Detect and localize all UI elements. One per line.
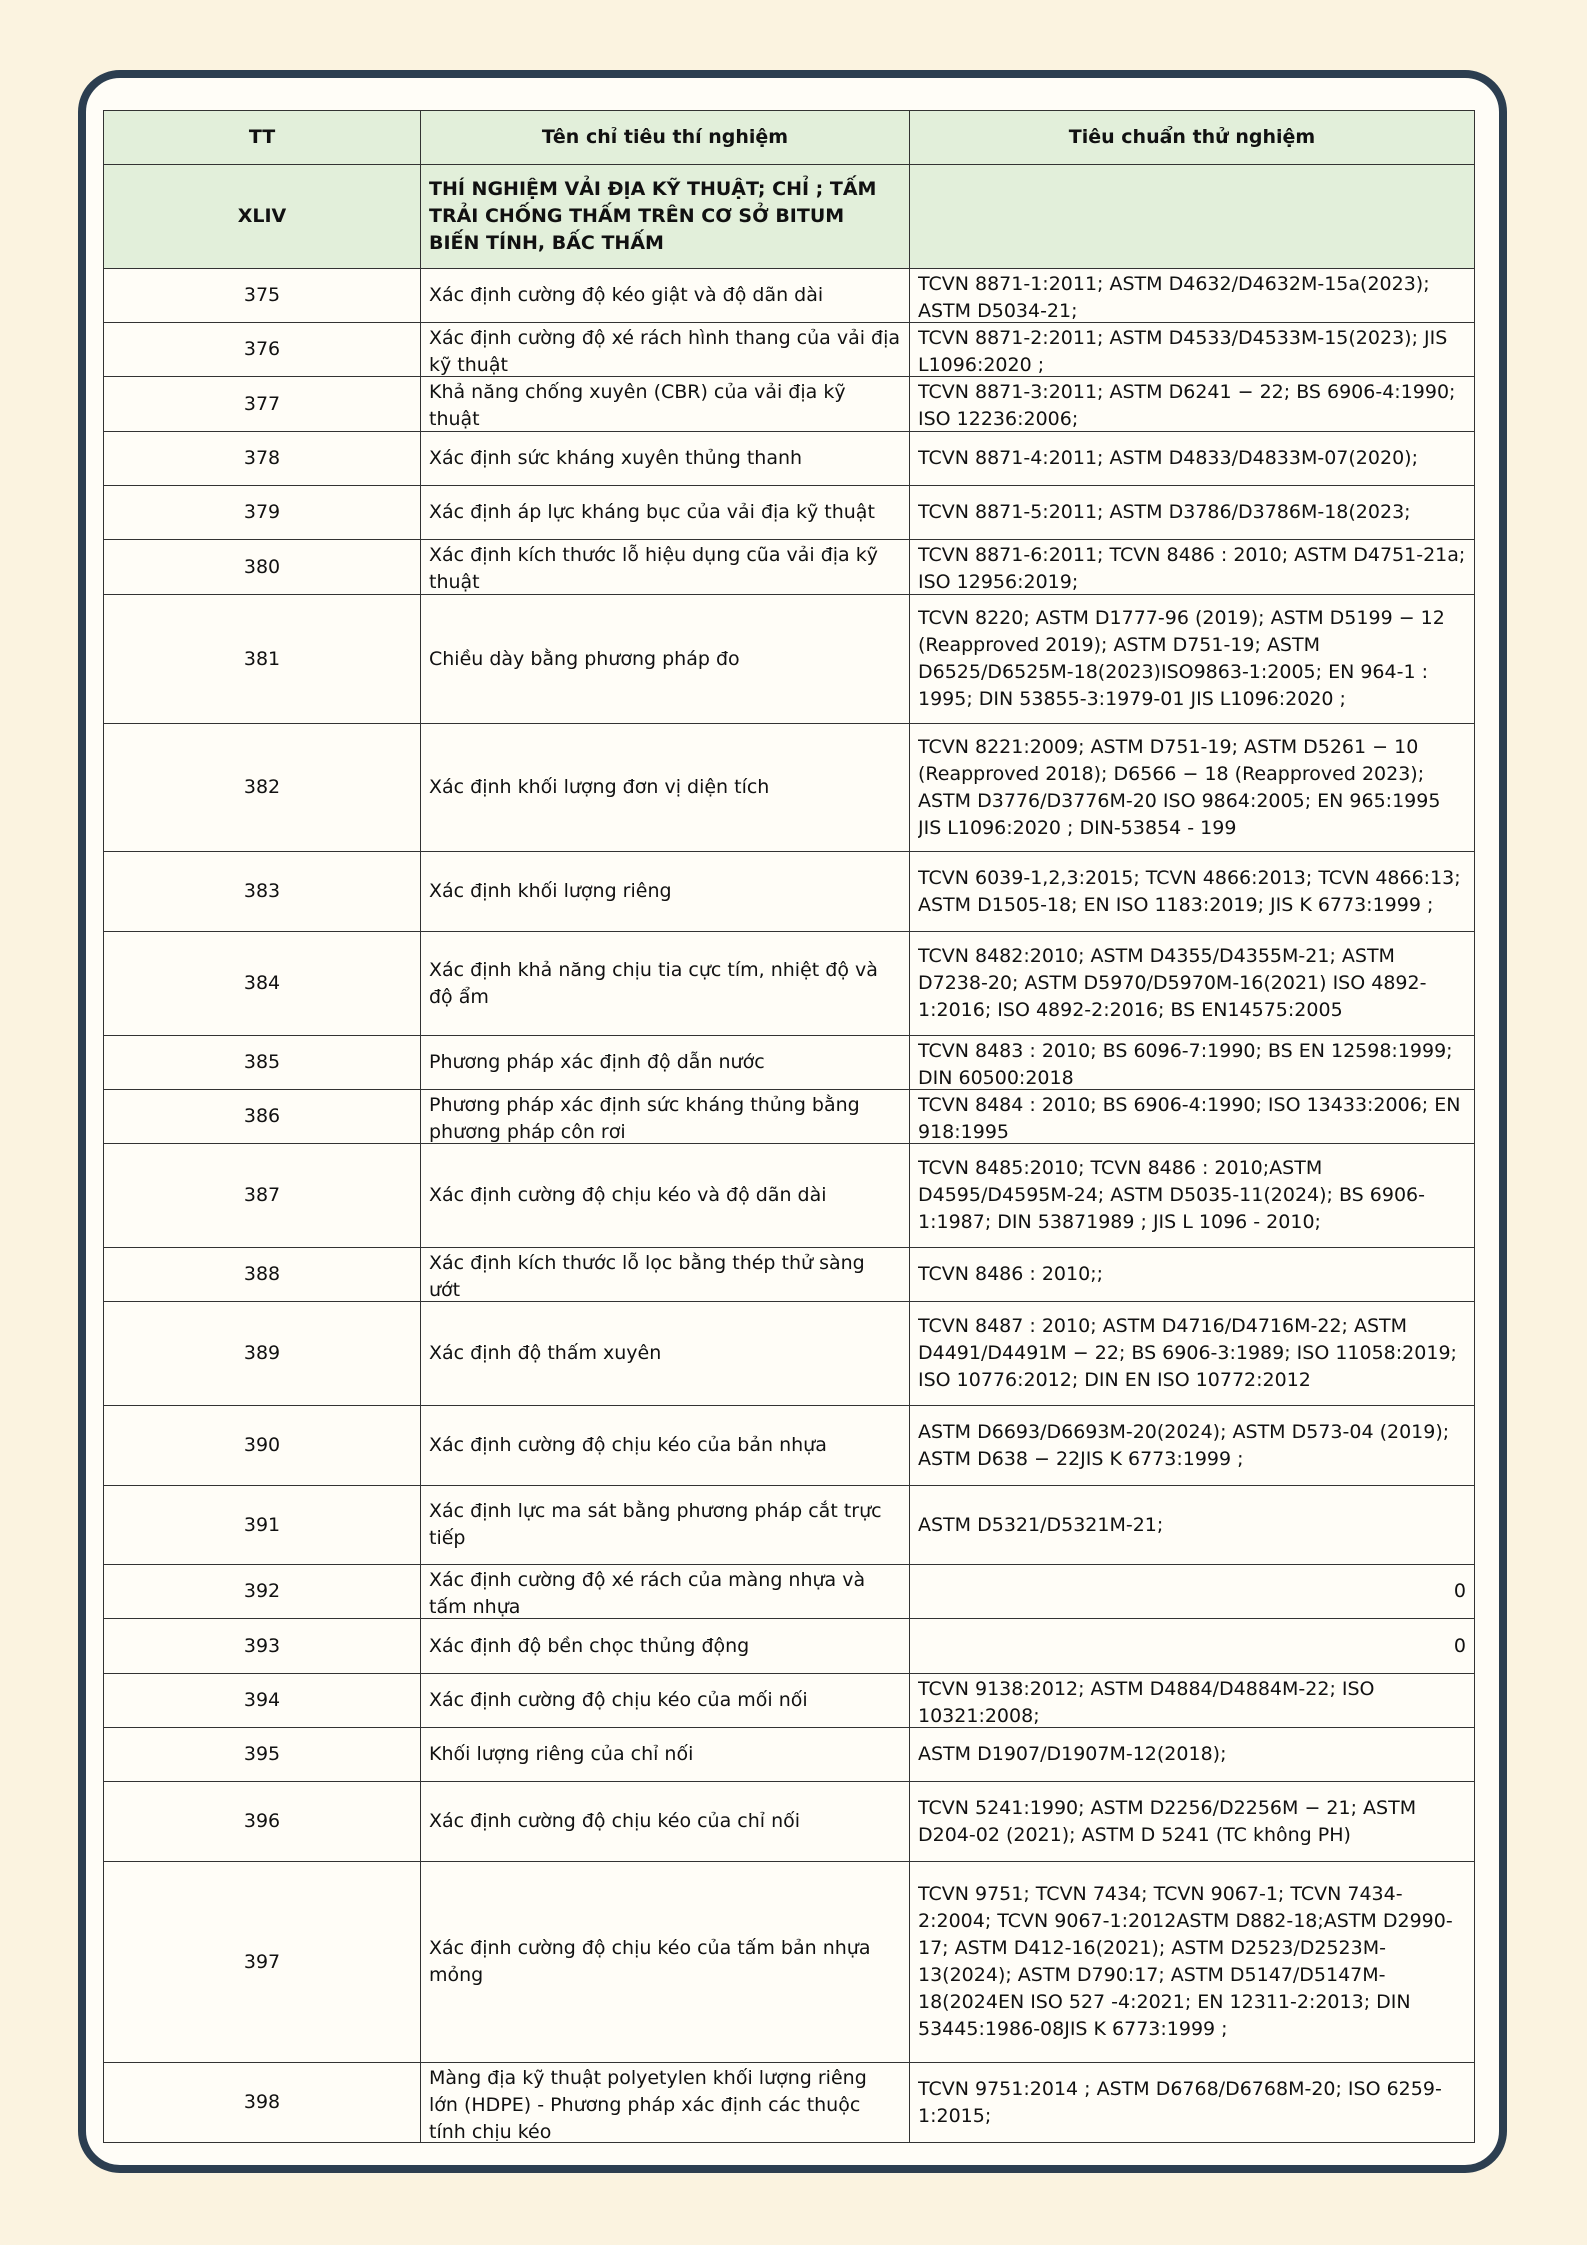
- row-test-standard: ASTM D1907/D1907M-12(2018);: [910, 1728, 1475, 1782]
- row-test-standard: TCVN 8871-3:2011; ASTM D6241 − 22; BS 6906-4:1990; ISO 12236:2006;: [910, 377, 1475, 432]
- table-row: [104, 1090, 1475, 1144]
- header-tt: TT: [104, 111, 421, 165]
- row-test-standard: TCVN 8484 : 2010; BS 6906-4:1990; ISO 13433:2006; EN 918:1995: [910, 1090, 1475, 1144]
- row-tt: 389: [104, 1302, 421, 1406]
- row-tt: 377: [104, 377, 421, 432]
- row-tt: 386: [104, 1090, 421, 1144]
- row-tt: 387: [104, 1144, 421, 1248]
- row-tt: 384: [104, 932, 421, 1036]
- table-row: [104, 932, 1475, 1036]
- row-test-standard: TCVN 8871-5:2011; ASTM D3786/D3786M-18(2023;: [910, 486, 1475, 540]
- table-row: [104, 1674, 1475, 1728]
- row-test-standard: ASTM D6693/D6693M-20(2024); ASTM D573-04 (2019); ASTM D638 − 22JIS K 6773:1999 ;: [910, 1406, 1475, 1486]
- row-test-name: Xác định cường độ chịu kéo của bản nhựa: [421, 1406, 910, 1486]
- row-test-standard: TCVN 8871-6:2011; TCVN 8486 : 2010; ASTM D4751-21a; ISO 12956:2019;: [910, 540, 1475, 595]
- table-row: [104, 1302, 1475, 1406]
- row-test-standard: TCVN 5241:1990; ASTM D2256/D2256M − 21; ASTM D204-02 (2021); ASTM D 5241 (TC không PH): [910, 1782, 1475, 1862]
- row-test-name: Xác định cường độ kéo giật và độ dãn dài: [421, 269, 910, 323]
- row-test-name: Xác định kích thước lỗ hiệu dụng cũa vải địa kỹ thuật: [421, 540, 910, 595]
- row-tt: 393: [104, 1619, 421, 1674]
- row-test-standard: TCVN 8483 : 2010; BS 6096-7:1990; BS EN 12598:1999; DIN 60500:2018: [910, 1036, 1475, 1090]
- row-test-name: Xác định sức kháng xuyên thủng thanh: [421, 432, 910, 486]
- test-standards-table: [103, 110, 1475, 2143]
- table-row: [104, 1486, 1475, 1565]
- table-row: [104, 2063, 1475, 2143]
- row-test-standard: TCVN 9751:2014 ; ASTM D6768/D6768M-20; ISO 6259-1:2015;: [910, 2063, 1475, 2143]
- row-test-name: Xác định kích thước lỗ lọc bằng thép thử sàng ướt: [421, 1248, 910, 1302]
- table-row: [104, 1406, 1475, 1486]
- row-test-standard: TCVN 8482:2010; ASTM D4355/D4355M-21; ASTM D7238-20; ASTM D5970/D5970M-16(2021) ISO 4892-1:2016; ISO 4892-2:2016; BS EN14575:2005: [910, 932, 1475, 1036]
- row-test-standard: ASTM D5321/D5321M-21;: [910, 1486, 1475, 1565]
- table-row: [104, 1248, 1475, 1302]
- row-test-name: Chiều dày bằng phương pháp đo: [421, 595, 910, 724]
- row-tt: 376: [104, 323, 421, 377]
- table-row: [104, 1565, 1475, 1619]
- table-row: [104, 1728, 1475, 1782]
- table-row: [104, 540, 1475, 595]
- row-test-name: Xác định khối lượng riêng: [421, 852, 910, 932]
- header-test-name: Tên chỉ tiêu thí nghiệm: [421, 111, 910, 165]
- row-tt: 395: [104, 1728, 421, 1782]
- row-test-standard: TCVN 8871-1:2011; ASTM D4632/D4632M-15a(2023); ASTM D5034-21;: [910, 269, 1475, 323]
- table-row: [104, 486, 1475, 540]
- row-test-name: Khối lượng riêng của chỉ nối: [421, 1728, 910, 1782]
- row-test-name: Khả năng chống xuyên (CBR) của vải địa kỹ thuật: [421, 377, 910, 432]
- row-test-name: Màng địa kỹ thuật polyetylen khối lượng riêng lớn (HDPE) - Phương pháp xác định các thuộc tính chịu kéo: [421, 2063, 910, 2143]
- row-test-standard: TCVN 8487 : 2010; ASTM D4716/D4716M-22; ASTM D4491/D4491M − 22; BS 6906-3:1989; ISO 11058:2019; ISO 10776:2012; DIN EN ISO 10772:2012: [910, 1302, 1475, 1406]
- row-test-name: Xác định khối lượng đơn vị diện tích: [421, 724, 910, 852]
- table-row: [104, 269, 1475, 323]
- row-test-name: Xác định lực ma sát bằng phương pháp cắt trực tiếp: [421, 1486, 910, 1565]
- row-test-standard: TCVN 9138:2012; ASTM D4884/D4884M-22; ISO 10321:2008;: [910, 1674, 1475, 1728]
- row-test-name: Xác định cường độ chịu kéo của tấm bản nhựa mỏng: [421, 1862, 910, 2063]
- table-row: [104, 852, 1475, 932]
- row-test-name: Xác định cường độ xé rách của màng nhựa và tấm nhựa: [421, 1565, 910, 1619]
- row-tt: 380: [104, 540, 421, 595]
- row-test-name: Xác định cường độ chịu kéo và độ dãn dài: [421, 1144, 910, 1248]
- header-test-standard: Tiêu chuẩn thử nghiệm: [910, 111, 1475, 165]
- row-tt: 397: [104, 1862, 421, 2063]
- row-tt: 383: [104, 852, 421, 932]
- row-test-name: Phương pháp xác định sức kháng thủng bằng phương pháp côn rơi: [421, 1090, 910, 1144]
- table-header-row: [104, 111, 1475, 165]
- row-test-name: Xác định độ thấm xuyên: [421, 1302, 910, 1406]
- section-row: [104, 165, 1475, 269]
- row-tt: 391: [104, 1486, 421, 1565]
- row-tt: 388: [104, 1248, 421, 1302]
- row-tt: 381: [104, 595, 421, 724]
- table-row: [104, 432, 1475, 486]
- row-tt: 392: [104, 1565, 421, 1619]
- row-test-standard: TCVN 6039-1,2,3:2015; TCVN 4866:2013; TCVN 4866:13; ASTM D1505-18; EN ISO 1183:2019; JIS K 6773:1999 ;: [910, 852, 1475, 932]
- table-row: [104, 724, 1475, 852]
- row-tt: 379: [104, 486, 421, 540]
- row-test-name: Xác định cường độ chịu kéo của chỉ nối: [421, 1782, 910, 1862]
- row-test-standard: TCVN 8486 : 2010;;: [910, 1248, 1475, 1302]
- row-tt: 390: [104, 1406, 421, 1486]
- section-tt: XLIV: [104, 165, 421, 269]
- table-row: [104, 323, 1475, 377]
- row-test-name: Phương pháp xác định độ dẫn nước: [421, 1036, 910, 1090]
- row-test-standard: TCVN 8220; ASTM D1777-96 (2019); ASTM D5199 − 12 (Reapproved 2019); ASTM D751-19; ASTM D6525/D6525M-18(2023)ISO9863-1:2005; EN 964-1 : 1995; DIN 53855-3:1979-01 JIS L1096:2020 ;: [910, 595, 1475, 724]
- row-test-standard: TCVN 8485:2010; TCVN 8486 : 2010;ASTM D4595/D4595M-24; ASTM D5035-11(2024); BS 6906-1:1987; DIN 53871989 ; JIS L 1096 - 2010;: [910, 1144, 1475, 1248]
- table-row: [104, 1619, 1475, 1674]
- row-test-name: Xác định độ bền chọc thủng động: [421, 1619, 910, 1674]
- table-row: [104, 1862, 1475, 2063]
- table-row: [104, 377, 1475, 432]
- table-row: [104, 595, 1475, 724]
- table-row: [104, 1144, 1475, 1248]
- row-test-standard: 0: [910, 1619, 1475, 1674]
- row-test-standard: TCVN 8221:2009; ASTM D751-19; ASTM D5261 − 10 (Reapproved 2018); D6566 − 18 (Reapproved 2023); ASTM D3776/D3776M-20 ISO 9864:2005; EN 965:1995 JIS L1096:2020 ; DIN-53854 - 199: [910, 724, 1475, 852]
- section-standard: [910, 165, 1475, 269]
- row-tt: 398: [104, 2063, 421, 2143]
- row-test-standard: TCVN 9751; TCVN 7434; TCVN 9067-1; TCVN 7434-2:2004; TCVN 9067-1:2012ASTM D882-18;ASTM D2990-17; ASTM D412-16(2021); ASTM D2523/D2523M-13(2024); ASTM D790:17; ASTM D5147/D5147M-18(2024EN ISO 527 -4:2021; EN 12311-2:2013; DIN 53445:1986-08JIS K 6773:1999 ;: [910, 1862, 1475, 2063]
- section-title: THÍ NGHIỆM VẢI ĐỊA KỸ THUẬT; CHỈ ; TẤM TRẢI CHỐNG THẤM TRÊN CƠ SỞ BITUM BIẾN TÍNH, BẤC THẤM: [421, 165, 910, 269]
- table-row: [104, 1782, 1475, 1862]
- row-tt: 394: [104, 1674, 421, 1728]
- table-row: [104, 1036, 1475, 1090]
- row-test-name: Xác định áp lực kháng bục của vải địa kỹ thuật: [421, 486, 910, 540]
- row-test-name: Xác định khả năng chịu tia cực tím, nhiệt độ và độ ẩm: [421, 932, 910, 1036]
- row-test-name: Xác định cường độ chịu kéo của mối nối: [421, 1674, 910, 1728]
- row-test-name: Xác định cường độ xé rách hình thang của vải địa kỹ thuật: [421, 323, 910, 377]
- row-tt: 396: [104, 1782, 421, 1862]
- row-test-standard: TCVN 8871-4:2011; ASTM D4833/D4833M-07(2020);: [910, 432, 1475, 486]
- row-tt: 385: [104, 1036, 421, 1090]
- row-test-standard: TCVN 8871-2:2011; ASTM D4533/D4533M-15(2023); JIS L1096:2020 ;: [910, 323, 1475, 377]
- page-frame: [78, 70, 1507, 2173]
- row-tt: 375: [104, 269, 421, 323]
- row-test-standard: 0: [910, 1565, 1475, 1619]
- row-tt: 378: [104, 432, 421, 486]
- row-tt: 382: [104, 724, 421, 852]
